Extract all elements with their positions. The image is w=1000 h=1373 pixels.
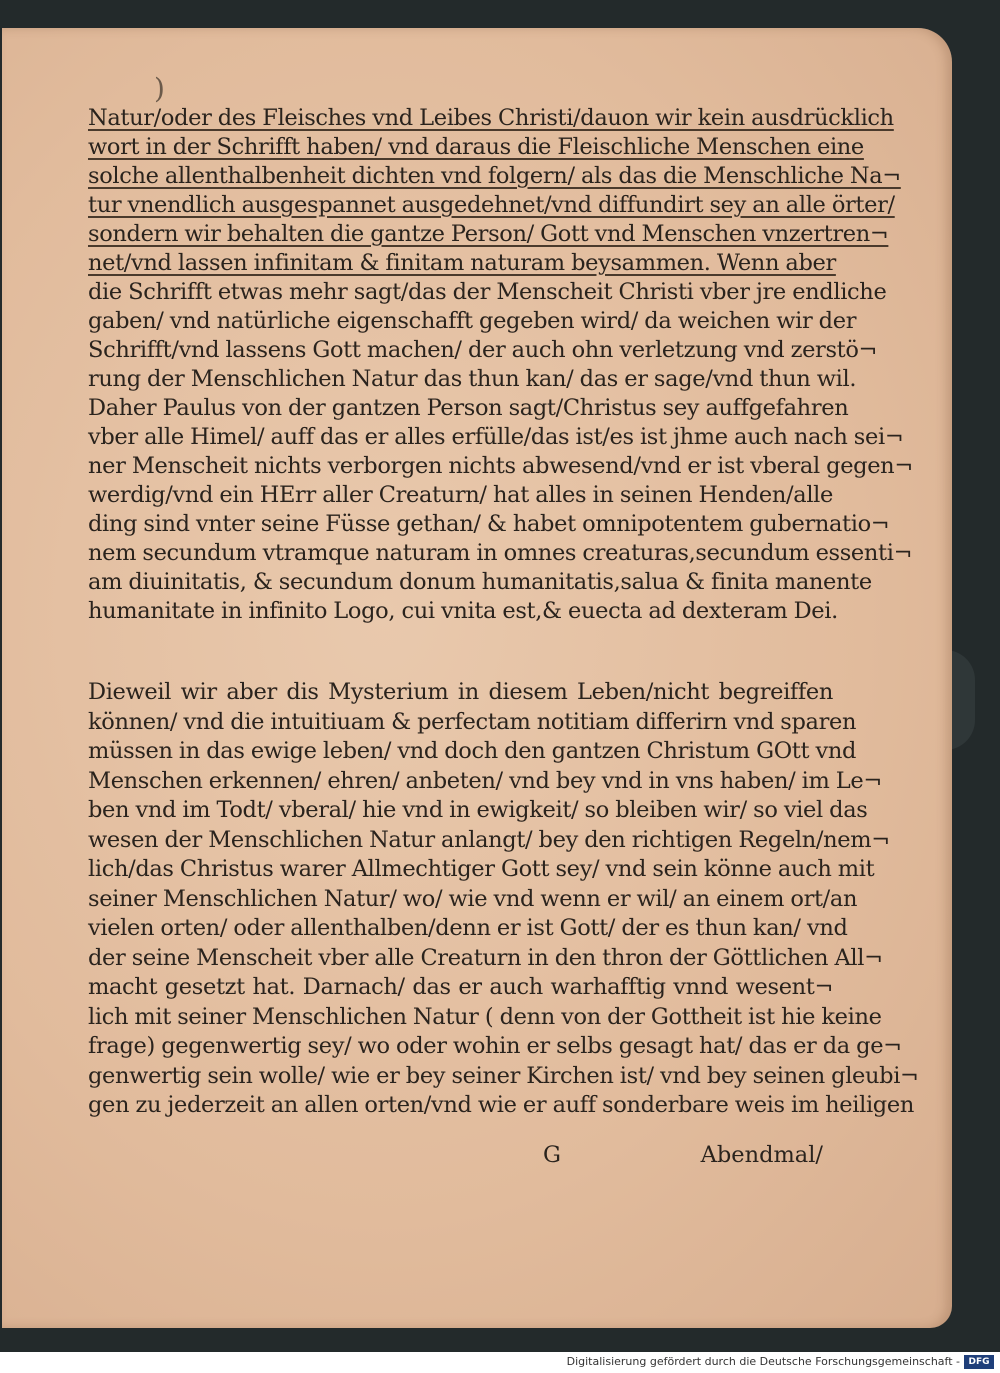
catchword: Abendmal/ [700,1142,823,1168]
footer-bar [0,1352,1000,1373]
text-line: nem secundum vtramque naturam in omnes creaturas,secundum essenti¬ [88,540,913,566]
text-line: seiner Menschlichen Natur/ wo/ wie vnd wenn er wil/ an einem ort/an [88,885,858,912]
text-line: Natur/oder des Fleisches vnd Leibes Christi/dauon wir kein ausdrücklich [88,105,894,131]
text-line: sondern wir behalten die gantze Person/ Gott vnd Menschen vnzertren¬ [88,221,889,247]
text-line: die Schrifft etwas mehr sagt/das der Menscheit Christi vber jre endliche [88,279,887,305]
page-catchline [88,1142,833,1172]
text-line: genwertig sein wolle/ wie er bey seiner Kirchen ist/ vnd bey seinen gleubi¬ [88,1062,919,1089]
text-line: Daher Paulus von der gantzen Person sagt/Christus sey auffgefahren [88,395,849,421]
text-line: gen zu jederzeit an allen orten/vnd wie er auff sonderbare weis im heiligen [88,1092,914,1118]
text-line: müssen in das ewige leben/ vnd doch den gantzen Christum GOtt vnd [88,738,857,764]
dfg-logo-icon: DFG [964,1355,994,1369]
text-line: ner Menscheit nichts verborgen nichts abwesend/vnd er ist vberal gegen¬ [88,453,913,479]
text-line: tur vnendlich ausgespannet ausgedehnet/vnd diffundirt sey an alle örter/ [88,192,895,218]
text-line: ben vnd im Todt/ vberal/ hie vnd in ewigkeit/ so bleiben wir/ so viel das [88,797,868,823]
text-line: Menschen erkennen/ ehren/ anbeten/ vnd bey vnd in vns haben/ im Le¬ [88,767,882,794]
text-line: frage) gegenwertig sey/ wo oder wohin er selbs gesagt hat/ das er da ge¬ [88,1033,902,1059]
footer-credit: Digitalisierung gefördert durch die Deutsche Forschungsgemeinschaft - [566,1355,960,1368]
corner-mark: ) [154,72,165,105]
text-line: macht gesetzt hat. Darnach/ das er auch warhafftig vnnd wesent¬ [88,974,833,1000]
paragraph-2 [88,678,919,1121]
text-line: wesen der Menschlichen Natur anlangt/ bey den richtigen Regeln/nem¬ [88,826,890,853]
text-line: der seine Menscheit vber alle Creaturn in den thron der Göttlichen All¬ [88,944,883,971]
signature-mark: G [543,1142,561,1168]
text-line: net/vnd lassen infinitam & finitam naturam beysammen. Wenn aber [88,250,836,276]
text-line: können/ vnd die intuitiuam & perfectam notitiam differirn vnd sparen [88,708,857,735]
paragraph-1 [88,104,913,626]
text-line: vber alle Himel/ auff das er alles erfülle/das ist/es ist jhme auch nach sei¬ [88,424,904,450]
text-line: vielen orten/ oder allenthalben/denn er ist Gott/ der es thun kan/ vnd [88,915,848,941]
text-line: werdig/vnd ein HErr aller Creaturn/ hat alles in seinen Henden/alle [88,482,833,508]
text-line: ding sind vnter seine Füsse gethan/ & habet omnipotentem gubernatio¬ [88,511,890,537]
text-line: rung der Menschlichen Natur das thun kan/ das er sage/vnd thun wil. [88,366,857,392]
text-line: am diuinitatis, & secundum donum humanitatis,salua & finita manente [88,569,872,595]
text-line: wort in der Schrifft haben/ vnd daraus die Fleischliche Menschen eine [88,134,864,160]
text-line: Schrifft/vnd lassens Gott machen/ der auch ohn verletzung vnd zerstö¬ [88,337,878,363]
text-line: lich/das Christus warer Allmechtiger Gott sey/ vnd sein könne auch mit [88,856,875,882]
text-line: humanitate in infinito Logo, cui vnita est,& euecta ad dexteram Dei. [88,598,838,624]
text-line: solche allenthalbenheit dichten vnd folgern/ als das die Menschliche Na¬ [88,163,901,189]
text-line: Dieweil wir aber dis Mysterium in diesem Leben/nicht begreiffen [88,679,833,705]
text-line: lich mit seiner Menschlichen Natur ( denn von der Gottheit ist hie keine [88,1003,882,1030]
text-line: gaben/ vnd natürliche eigenschafft gegeben wird/ da weichen wir der [88,308,857,334]
